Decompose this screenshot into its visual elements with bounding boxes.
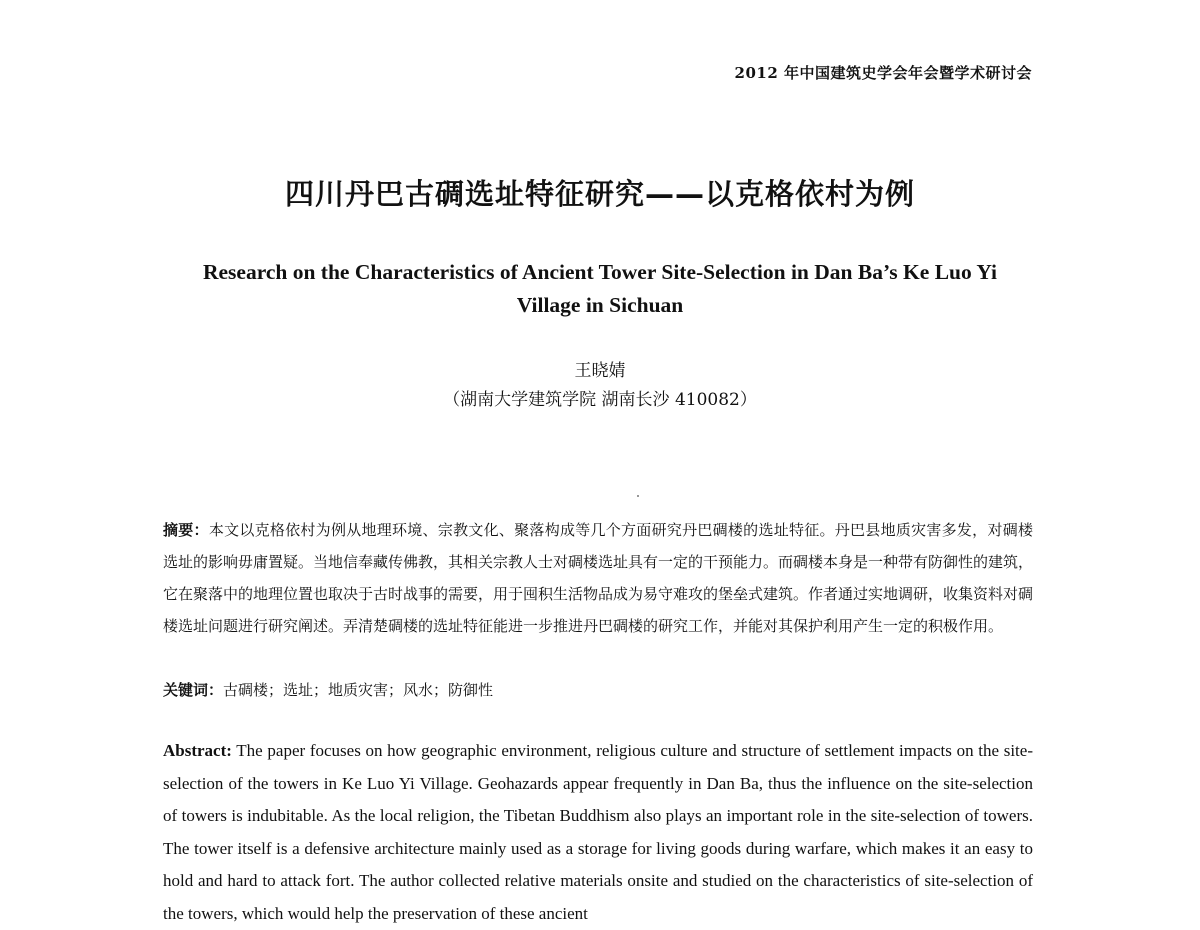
abstract-english xyxy=(163,735,1033,930)
abstract-chinese xyxy=(163,514,1033,642)
abstract-chinese-text: 本文以克格依村为例从地理环境、宗教文化、聚落构成等几个方面研究丹巴碉楼的选址特征。丹巴县地质灾害多发，对碉楼选址的影响毋庸置疑。当地信奉藏传佛教，其相关宗教人士对碉楼选址具有一定的干预能力。而碉楼本身是一种带有防御性的建筑，它在聚落中的地理位置也取决于古时战事的需要，用于囤积生活物品成为易守难攻的堡垒式建筑。作者通过实地调研，收集资料对碉楼选址问题进行研究阐述。弄清楚碉楼的选址特征能进一步推进丹巴碉楼的研究工作，并能对其保护利用产生一定的积极作用。 xyxy=(163,521,1034,635)
stray-dot xyxy=(637,495,639,497)
author-affiliation: （湖南大学建筑学院 湖南长沙 410082） xyxy=(443,390,757,410)
keywords-chinese xyxy=(163,675,493,705)
abstract-english-text: The paper focuses on how geographic environment, religious culture and structure of settlement impacts on the site-selection of the towers in Ke Luo Yi Village. Geohazards appear frequently in Dan Ba, thus the influence on the site-selection of towers is indubitable. As the local religion, the Tibetan Buddhism also plays an important role in the site-selection of towers. The tower itself is a defensive architecture mainly used as a storage for living goods during warfare, which makes it an easy to hold and hard to attack fort. The author collected relative materials onsite and studied on the characteristics of site-selection of the towers, which would help the preservation of these ancient xyxy=(163,741,1033,923)
abstract-english-label: Abstract: xyxy=(163,741,232,760)
author-name: 王晓婧 xyxy=(574,361,626,381)
keywords-text: 古碉楼；选址；地质灾害；风水；防御性 xyxy=(223,681,494,699)
keywords-label: 关键词： xyxy=(163,681,224,699)
conference-header: 2012 年中国建筑史学会年会暨学术研讨会 xyxy=(734,64,1032,82)
title-chinese: 四川丹巴古碉选址特征研究——以克格依村为例 xyxy=(284,177,915,211)
abstract-chinese-label: 摘要： xyxy=(163,521,209,539)
title-english: Research on the Characteristics of Ancient Tower Site-Selection in Dan Ba’s Ke Luo Yi Village in Sichuan xyxy=(202,260,998,317)
